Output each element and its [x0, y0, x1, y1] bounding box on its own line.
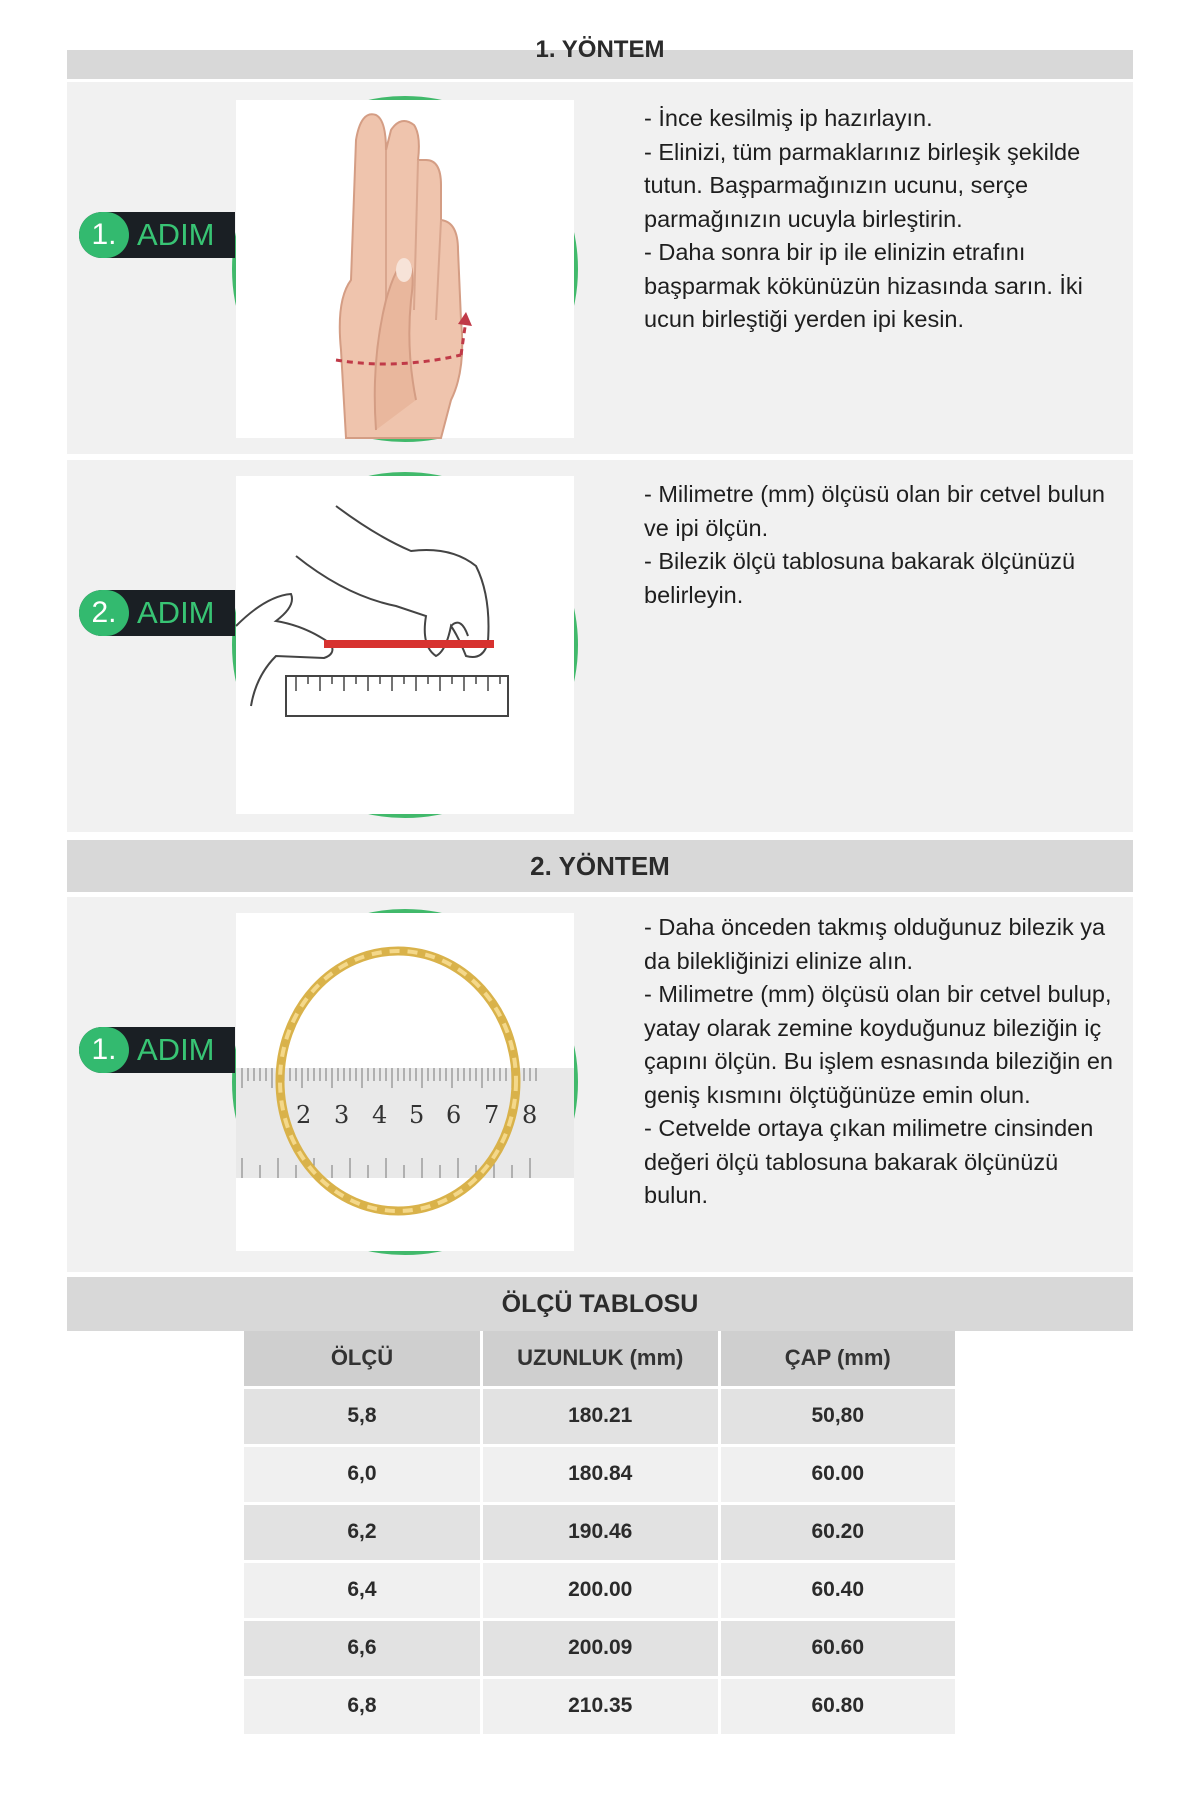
method-2-step-panel [67, 897, 1133, 1272]
table-row [244, 1445, 957, 1503]
method-2-line-2: - Milimetre (mm) ölçüsü olan bir cetvel bulup, yatay olarak zemine koyduğunuz bileziğin iç çapını ölçün. Bu işlem esnasında bileziğin en geniş kısmını ölçtüğünüze emin olun. [644, 981, 1113, 1108]
method-1-title: 1. YÖNTEM [535, 36, 665, 63]
hand-illustration [232, 96, 578, 442]
cell-size: 5,8 [244, 1387, 481, 1445]
method-1-header [67, 36, 1133, 79]
cell-length: 180.21 [481, 1387, 719, 1445]
step-1-badge-label: ADIM [137, 217, 215, 252]
ruler-number: 4 [372, 1101, 388, 1129]
cell-size: 6,4 [244, 1561, 481, 1619]
step-1-line-3: - Daha sonra bir ip ile elinizin etrafını başparmak kökünüzün hizasında sarın. İki ucun birleştiği yerden ipi kesin. [644, 239, 1083, 332]
ruler-number: 3 [334, 1101, 350, 1129]
method-2-line-1: - Daha önceden takmış olduğunuz bilezik ya da bilekliğinizi elinize alın. [644, 914, 1106, 974]
method-2-step-badge-number: 1. [79, 1027, 129, 1073]
cell-length: 190.46 [481, 1503, 719, 1561]
method-2-line-3: - Cetvelde ortaya çıkan milimetre cinsinden değeri ölçü tablosuna bakarak ölçünüzü bulun. [644, 1115, 1094, 1208]
size-table [244, 1331, 958, 1737]
step-1-panel [67, 82, 1133, 454]
method-2-step-badge [79, 1027, 235, 1073]
size-table-title: ÖLÇÜ TABLOSU [501, 1290, 699, 1318]
step-2-badge-number: 2. [79, 590, 129, 636]
bracelet-ruler-icon [236, 913, 574, 1251]
cell-diameter: 60.40 [719, 1561, 956, 1619]
step-2-line-1: - Milimetre (mm) ölçüsü olan bir cetvel bulun ve ipi ölçün. [644, 481, 1106, 541]
cell-size: 6,8 [244, 1677, 481, 1735]
cell-size: 6,2 [244, 1503, 481, 1561]
cell-diameter: 50,80 [719, 1387, 956, 1445]
cell-length: 210.35 [481, 1677, 719, 1735]
step-1-line-1: - İnce kesilmiş ip hazırlayın. [644, 105, 933, 131]
step-2-panel [67, 460, 1133, 832]
cell-diameter: 60.00 [719, 1445, 956, 1503]
size-table-header [67, 1277, 1133, 1331]
ruler-number: 2 [296, 1101, 312, 1129]
method-2-step-badge-label: ADIM [137, 1032, 215, 1067]
cell-diameter: 60.80 [719, 1677, 956, 1735]
cell-diameter: 60.60 [719, 1619, 956, 1677]
table-row [244, 1561, 957, 1619]
bracelet-illustration [232, 909, 578, 1255]
column-header-length: UZUNLUK (mm) [481, 1331, 719, 1387]
step-2-badge [79, 590, 235, 636]
step-1-instructions [644, 102, 1119, 337]
step-2-line-2: - Bilezik ölçü tablosuna bakarak ölçünüzü belirleyin. [644, 548, 1076, 608]
step-1-badge [79, 212, 235, 258]
ruler-number: 8 [522, 1101, 538, 1129]
ruler-number: 7 [484, 1101, 500, 1129]
step-1-line-2: - Elinizi, tüm parmaklarınız birleşik şekilde tutun. Başparmağınızın ucunu, serçe parmağınızın ucuyla birleştirin. [644, 138, 1081, 232]
ruler-number: 6 [446, 1101, 462, 1129]
table-row [244, 1503, 957, 1561]
cell-size: 6,0 [244, 1445, 481, 1503]
cell-length: 200.00 [481, 1561, 719, 1619]
string-ruler-icon [236, 476, 574, 814]
cell-size: 6,6 [244, 1619, 481, 1677]
table-row [244, 1677, 957, 1735]
size-table-header-row [244, 1331, 957, 1387]
step-1-badge-number: 1. [79, 212, 129, 258]
method-2-title: 2. YÖNTEM [530, 851, 670, 881]
hand-measure-icon [236, 100, 574, 438]
column-header-size: ÖLÇÜ [244, 1331, 481, 1387]
method-2-header [67, 840, 1133, 892]
step-2-badge-label: ADIM [137, 595, 215, 630]
cell-length: 180.84 [481, 1445, 719, 1503]
column-header-diameter: ÇAP (mm) [719, 1331, 956, 1387]
cell-length: 200.09 [481, 1619, 719, 1677]
ruler-number: 5 [409, 1101, 425, 1129]
method-2-step-instructions [644, 911, 1119, 1213]
cell-diameter: 60.20 [719, 1503, 956, 1561]
table-row [244, 1619, 957, 1677]
table-row [244, 1387, 957, 1445]
ruler-illustration [232, 472, 578, 818]
step-2-instructions [644, 478, 1119, 612]
